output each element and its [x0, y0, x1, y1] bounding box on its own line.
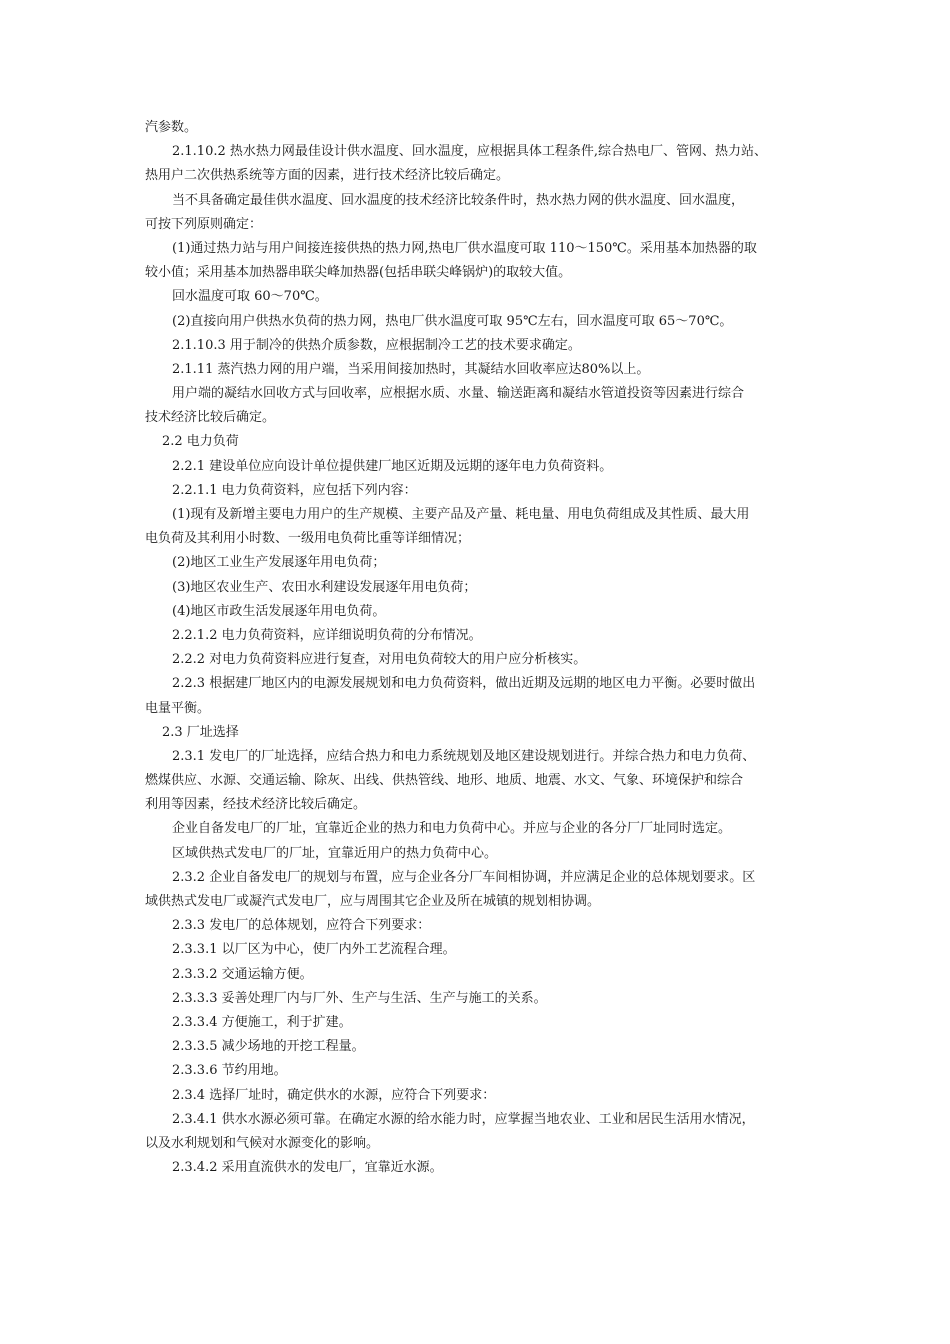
text-line: 2.3.4 选择厂址时，确定供水的水源，应符合下列要求：	[172, 1087, 496, 1103]
text-line: 区域供热式发电厂的厂址，宜靠近用户的热力负荷中心。	[172, 845, 498, 861]
text-line: 2.3.4.1 供水水源必须可靠。在确定水源的给水能力时，应掌握当地农业、工业和居民生活用水情况，	[172, 1111, 755, 1127]
text-line: 电负荷及其利用小时数、一级用电负荷比重等详细情况；	[145, 531, 471, 547]
text-line: 利用等因素，经技术经济比较后确定。	[145, 797, 367, 813]
text-line: (3)地区农业生产、农田水利建设发展逐年用电负荷；	[172, 579, 477, 595]
text-line: 电量平衡。	[145, 700, 211, 716]
text-line: 2.3.3.4 方便施工，利于扩建。	[172, 1014, 352, 1030]
text-line: 2.3.4.2 采用直流供水的发电厂，宜靠近水源。	[172, 1160, 443, 1176]
text-line: 2.3.3.2 交通运输方便。	[172, 966, 313, 982]
text-line: (4)地区市政生活发展逐年用电负荷。	[172, 603, 386, 619]
text-line: 可按下列原则确定：	[145, 216, 263, 232]
text-line: 较小值；采用基本加热器串联尖峰加热器(包括串联尖峰锅炉)的取较大值。	[145, 265, 572, 281]
text-line: 2.1.11 蒸汽热力网的用户端，当采用间接加热时，其凝结水回收率应达80%以上。	[172, 361, 650, 377]
text-line: 2.3.3.6 节约用地。	[172, 1063, 287, 1079]
text-line: 2.2.2 对电力负荷资料应进行复查，对用电负荷较大的用户应分析核实。	[172, 652, 587, 668]
text-line: 当不具备确定最佳供水温度、回水温度的技术经济比较条件时，热水热力网的供水温度、回水温度，	[172, 192, 745, 208]
text-line: 热用户二次供热系统等方面的因素，进行技术经济比较后确定。	[145, 168, 510, 184]
text-line: 2.2 电力负荷	[162, 434, 239, 450]
text-line: 企业自备发电厂的厂址，宜靠近企业的热力和电力负荷中心。并应与企业的各分厂厂址同时选定。	[172, 821, 732, 837]
text-line: (2)地区工业生产发展逐年用电负荷；	[172, 555, 386, 571]
text-line: 2.2.1 建设单位应向设计单位提供建厂地区近期及远期的逐年电力负荷资料。	[172, 458, 613, 474]
text-line: 用户端的凝结水回收方式与回收率，应根据水质、水量、输送距离和凝结水管道投资等因素进行综合	[172, 386, 745, 402]
text-line: 2.2.1.1 电力负荷资料，应包括下列内容：	[172, 482, 417, 498]
text-line: 汽参数。	[145, 120, 198, 135]
text-line: 2.2.1.2 电力负荷资料，应详细说明负荷的分布情况。	[172, 627, 482, 643]
document-body	[145, 116, 810, 1180]
text-line: 2.1.10.2 热水热力网最佳设计供水温度、回水温度，应根据具体工程条件,综合热电厂、管网、热力站、	[172, 144, 768, 160]
text-line: 2.1.10.3 用于制冷的供热介质参数，应根据制冷工艺的技术要求确定。	[172, 337, 581, 353]
text-line: 2.3.3.1 以厂区为中心，使厂内外工艺流程合理。	[172, 942, 456, 958]
text-line: (1)通过热力站与用户间接连接供热的热力网,热电厂供水温度可取 110～150℃。采用基本加热器的取	[172, 240, 757, 256]
text-line: 2.3 厂址选择	[162, 724, 239, 740]
text-line: 2.3.1 发电厂的厂址选择，应结合热力和电力系统规划及地区建设规划进行。并综合热力和电力负荷、	[172, 748, 756, 764]
text-line: 2.3.2 企业自备发电厂的规划与布置，应与企业各分厂车间相协调，并应满足企业的总体规划要求。区	[172, 869, 756, 885]
text-line: 燃煤供应、水源、交通运输、除灰、出线、供热管线、地形、地质、地震、水文、气象、环境保护和综合	[145, 773, 744, 789]
text-line: 2.2.3 根据建厂地区内的电源发展规划和电力负荷资料，做出近期及远期的地区电力平衡。必要时做出	[172, 676, 756, 692]
text-line: 域供热式发电厂或凝汽式发电厂，应与周围其它企业及所在城镇的规划相协调。	[145, 894, 601, 909]
text-line: 2.3.3.5 减少场地的开挖工程量。	[172, 1039, 365, 1055]
text-line: 2.3.3 发电厂的总体规划，应符合下列要求：	[172, 918, 431, 934]
text-line: 技术经济比较后确定。	[145, 410, 276, 426]
text-line: (1)现有及新增主要电力用户的生产规模、主要产品及产量、耗电量、用电负荷组成及其性质、最大用	[172, 507, 750, 522]
text-line: (2)直接向用户供热水负荷的热力网，热电厂供水温度可取 95℃左右，回水温度可取 65～70℃。	[172, 313, 733, 329]
text-line: 2.3.3.3 妥善处理厂内与厂外、生产与生活、生产与施工的关系。	[172, 990, 547, 1006]
text-line: 回水温度可取 60～70℃。	[172, 289, 328, 305]
text-line: 以及水利规划和气候对水源变化的影响。	[145, 1135, 380, 1151]
